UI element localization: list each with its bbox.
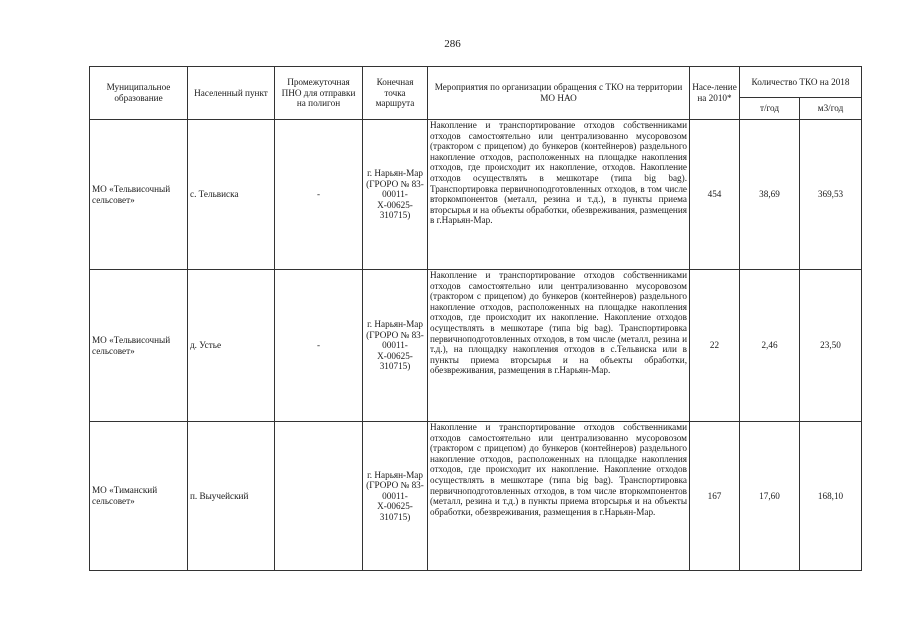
cell-tko-t: 17,60 xyxy=(740,422,800,571)
cell-municipality: МО «Тиманский сельсовет» xyxy=(90,422,188,571)
cell-measures: Накопление и транспортирование отходов собственниками отходов самостоятельно или централизованно мусоровозом (трактором с прицепом) до бункеров (контейнеров) раздельного накопление отходов, расположенных на площадке накопления отходов, где происходит их накопление. Накопление отходов осуществлять в мешкотаре (типа big bag). Транспортировка первичноподготовленных отходов, в том числе вторкомпонентов (металл, резина и т.д.) в пункты приема вторсырья и на объекты обработки, обезвреживания, размещения в г.Нарьян-Мар. xyxy=(428,422,690,571)
header-measures: Мероприятия по организации обращения с ТКО на территории МО НАО xyxy=(428,67,690,120)
cell-municipality: МО «Тельвисочный сельсовет» xyxy=(90,270,188,422)
header-transfer-point: Промежуточная ПНО для отправки на полигон xyxy=(275,67,363,120)
waste-management-table xyxy=(89,66,862,571)
header-end-point: Конечная точка маршрута xyxy=(363,67,428,120)
header-settlement: Населенный пункт xyxy=(188,67,275,120)
page-number: 286 xyxy=(444,38,461,50)
table-row xyxy=(90,270,862,422)
cell-transfer-point: - xyxy=(275,270,363,422)
cell-tko-m3: 23,50 xyxy=(800,270,862,422)
cell-tko-m3: 168,10 xyxy=(800,422,862,571)
header-unit-m3: м3/год xyxy=(800,98,862,120)
cell-settlement: п. Выучейский xyxy=(188,422,275,571)
cell-measures: Накопление и транспортирование отходов собственниками отходов самостоятельно или централизованно мусоровозом (трактором с прицепом) до бункеров (контейнеров) раздельного накопление отходов, расположенных на площадке накопления отходов, где происходит их накопление, отходов. Накопление отходов осуществлять в мешкотаре (типа big bag). Транспортировка первичноподготовленных отходов, в том числе вторкомпонентов (металл, резина и т.д.), в пункты приема вторсырья и на объекты обработки, обезвреживания, размещения в г.Нарьян-Мар. xyxy=(428,120,690,270)
cell-transfer-point: - xyxy=(275,120,363,270)
cell-tko-m3: 369,53 xyxy=(800,120,862,270)
table-row xyxy=(90,422,862,571)
cell-population: 22 xyxy=(690,270,740,422)
cell-end-point: г. Нарьян-Мар (ГРОРО № 83-00011-Х-00625-310715) xyxy=(363,422,428,571)
cell-measures: Накопление и транспортирование отходов собственниками отходов самостоятельно или централизованно мусоровозом (трактором с прицепом) до бункеров (контейнеров) раздельного накопление отходов, расположенных на площадке накопления отходов, где происходит их накопление. Накопление отходов осуществлять в мешкотаре (типа big bag). Транспортировка первичноподготовленных отходов, в том числе (металл, резина и т.д.), на площадку накопления отходов в с.Тельвиска или в пункты приема вторсырья и на объекты обработки, обезвреживания, размещения в г.Нарьян-Мар. xyxy=(428,270,690,422)
cell-population: 454 xyxy=(690,120,740,270)
cell-tko-t: 2,46 xyxy=(740,270,800,422)
cell-settlement: с. Тельвиска xyxy=(188,120,275,270)
cell-end-point: г. Нарьян-Мар (ГРОРО № 83-00011-Х-00625-310715) xyxy=(363,270,428,422)
cell-tko-t: 38,69 xyxy=(740,120,800,270)
cell-settlement: д. Устье xyxy=(188,270,275,422)
header-tko-amount: Количество ТКО на 2018 xyxy=(740,67,862,98)
header-municipality: Муниципальное образование xyxy=(90,67,188,120)
table-row xyxy=(90,120,862,270)
cell-transfer-point xyxy=(275,422,363,571)
cell-population: 167 xyxy=(690,422,740,571)
cell-municipality: МО «Тельвисочный сельсовет» xyxy=(90,120,188,270)
cell-end-point: г. Нарьян-Мар (ГРОРО № 83-00011-Х-00625-310715) xyxy=(363,120,428,270)
header-unit-t: т/год xyxy=(740,98,800,120)
header-population: Насе-ление на 2010* xyxy=(690,67,740,120)
